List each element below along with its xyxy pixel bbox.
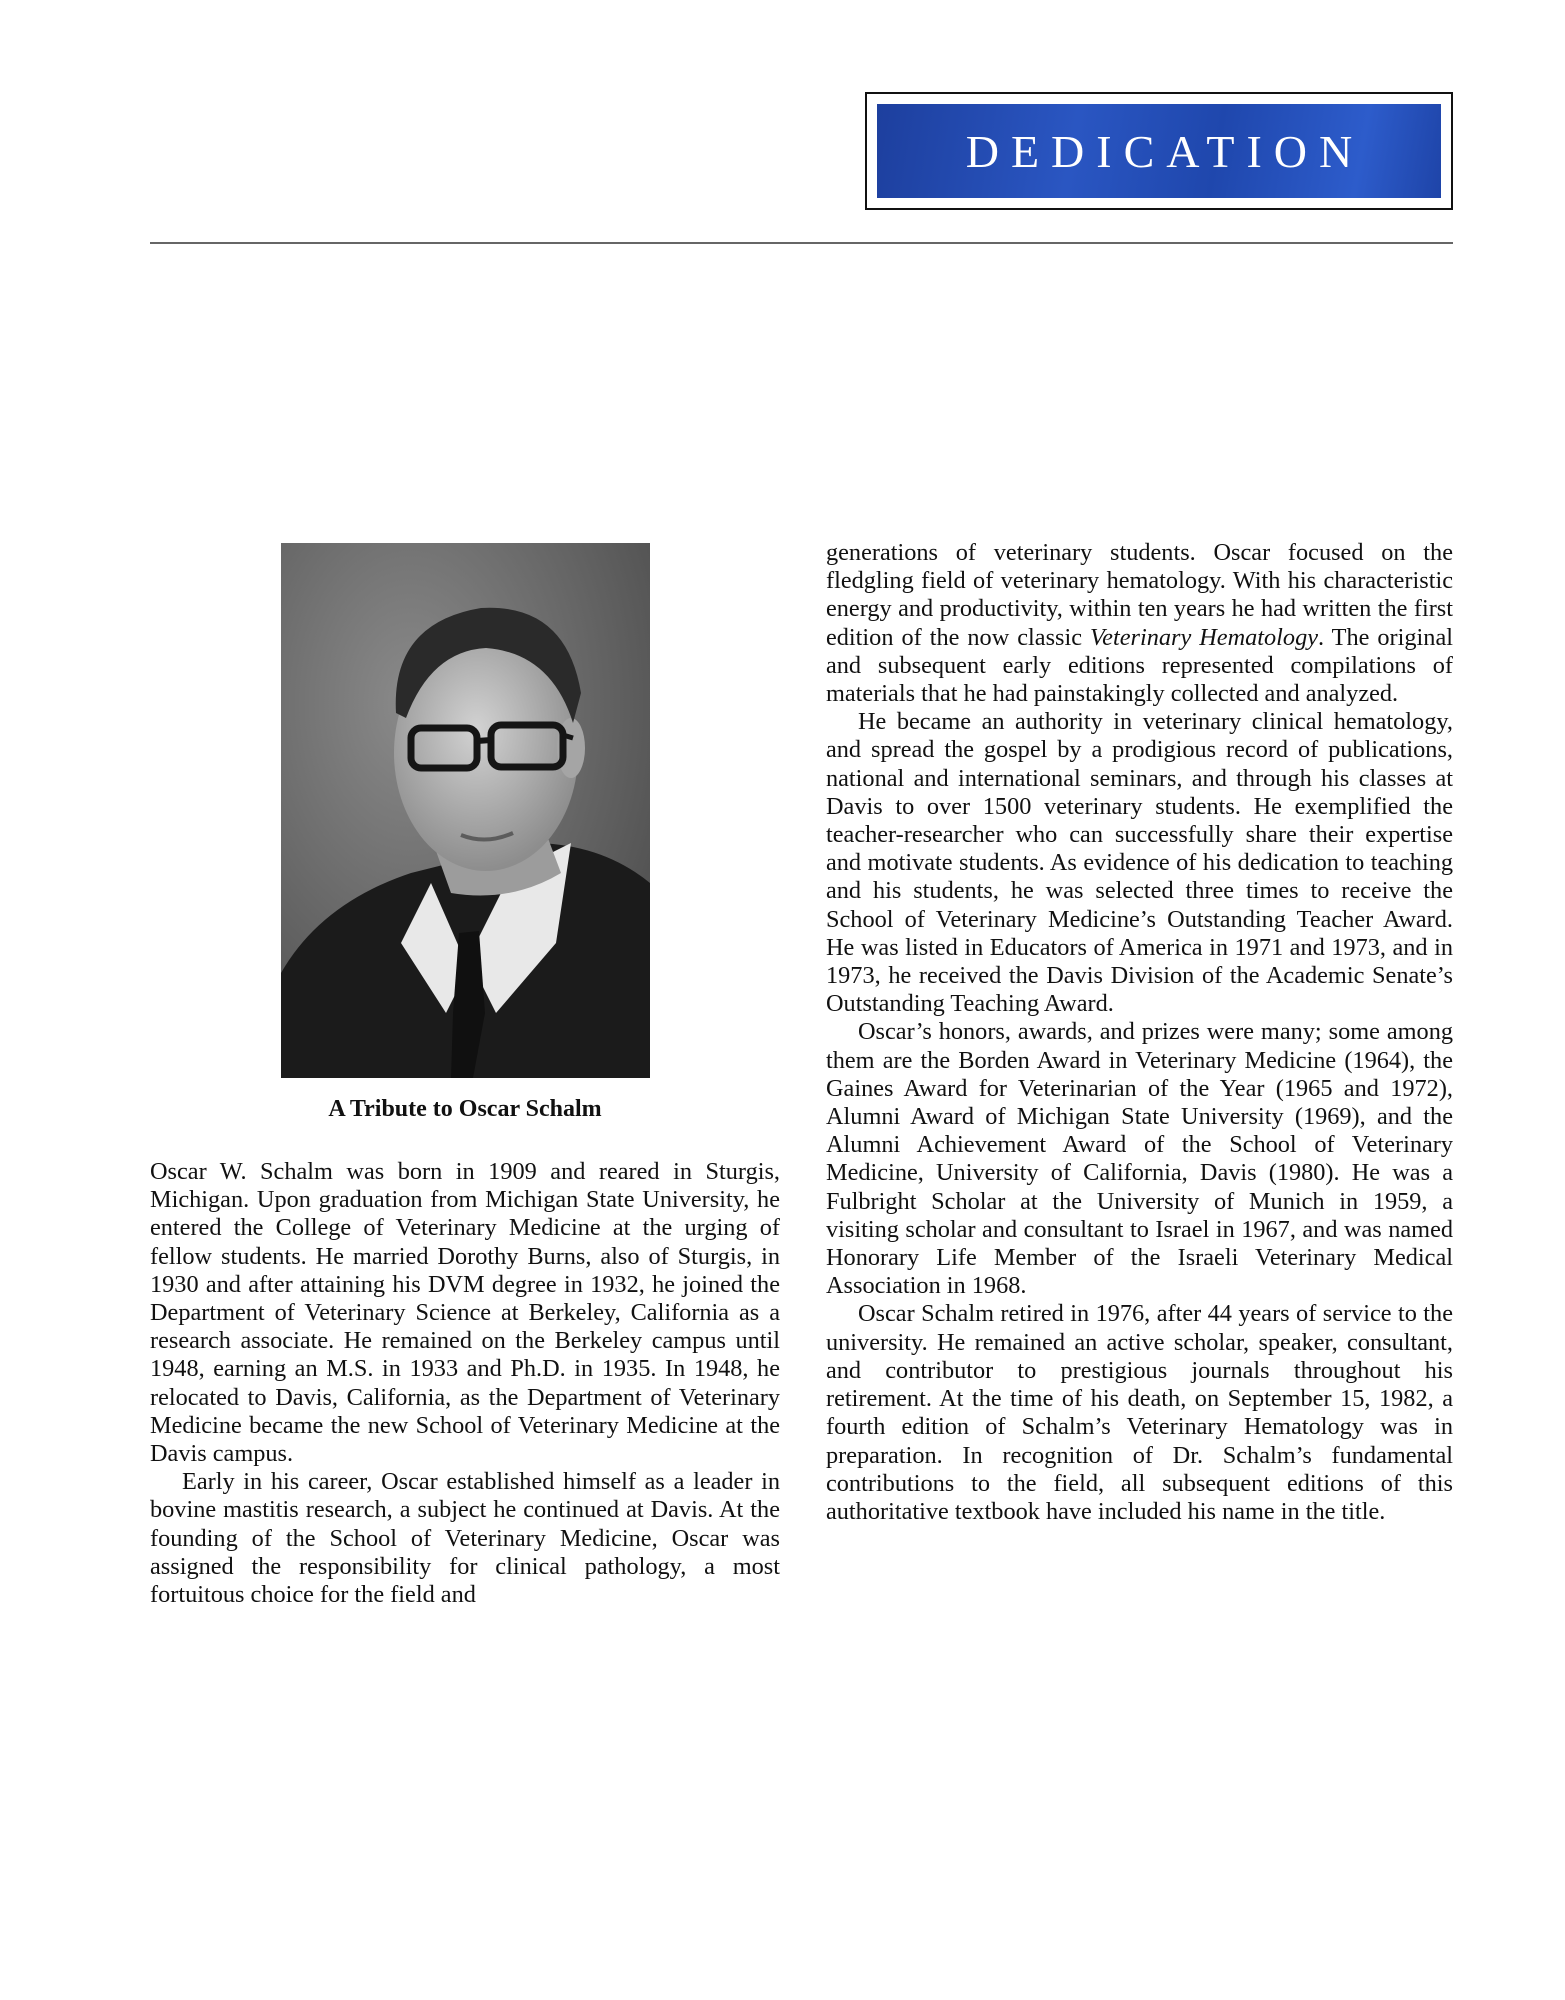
section-title: DEDICATION xyxy=(965,125,1365,177)
paragraph: Oscar Schalm retired in 1976, after 44 years of service to the university. He remained an active scholar, speaker, consultant, and contributor to prestigious journals throughout his retirement. At the time of his death, on September 15, 1982, a fourth edition of Schalm’s Veterinary Hematology was in preparation. In recognition of Dr. Schalm’s fundamental contributions to the field, all subsequent editions of this authoritative textbook have included his name in the title. xyxy=(826,1300,1453,1525)
paragraph: Oscar W. Schalm was born in 1909 and reared in Sturgis, Michigan. Upon graduation from Michigan State University, he entered the College of Veterinary Medicine at the urging of fellow students. He married Dorothy Burns, also of Sturgis, in 1930 and after attaining his DVM degree in 1932, he joined the Department of Veterinary Science at Berkeley, California as a research associate. He remained on the Berkeley campus until 1948, earning an M.S. in 1933 and Ph.D. in 1935. In 1948, he relocated to Davis, California, as the Department of Veterinary Medicine became the new School of Veterinary Medicine at the Davis campus. xyxy=(150,1158,780,1468)
section-title-badge xyxy=(865,92,1453,210)
portrait-photo xyxy=(281,543,650,1078)
paragraph: Oscar’s honors, awards, and prizes were many; some among them are the Borden Award in Veterinary Medicine (1964), the Gaines Award for Veterinarian of the Year (1965 and 1972), Alumni Award of Michigan State University (1969), and the Alumni Achievement Award of the School of Veterinary Medicine, University of California, Davis (1980). He was a Fulbright Scholar at the University of Munich in 1959, a visiting scholar and consultant to Israel in 1967, and was named Honorary Life Member of the Israeli Veterinary Medical Association in 1968. xyxy=(826,1018,1453,1300)
paragraph-text: . The original and subsequent early editions represented compilations of materials that he had painstakingly collected and analyzed. xyxy=(826,623,1453,708)
section-title-banner xyxy=(877,104,1441,198)
right-column xyxy=(826,539,1453,1526)
paragraph: He became an authority in veterinary clinical hematology, and spread the gospel by a prodigious record of publications, national and international seminars, and through his classes at Davis to over 1500 veterinary students. He exemplified the teacher-researcher who can successfully share their expertise and motivate students. As evidence of his dedication to teaching and his students, he was selected three times to receive the School of Veterinary Medicine’s Outstanding Teacher Award. He was listed in Educators of America in 1971 and 1973, and in 1973, he received the Davis Division of the Academic Senate’s Outstanding Teaching Award. xyxy=(826,708,1453,1018)
photo-caption: A Tribute to Oscar Schalm xyxy=(328,1096,602,1122)
book-title: Veterinary Hematology xyxy=(1090,623,1318,651)
left-column xyxy=(150,1158,780,1609)
portrait-photo-icon xyxy=(281,543,650,1078)
paragraph xyxy=(826,539,1453,708)
paragraph-text: generations of veterinary students. Oscar focused on the fledgling field of veterinary hematology. With his characteristic energy and productivity, within ten years he had written the first edition of the now classic xyxy=(826,539,1453,651)
paragraph: Early in his career, Oscar established himself as a leader in bovine mastitis research, a subject he continued at Davis. At the founding of the School of Veterinary Medicine, Oscar was assigned the responsibility for clinical pathology, a most fortuitous choice for the field and xyxy=(150,1468,780,1609)
header-divider xyxy=(150,242,1453,244)
